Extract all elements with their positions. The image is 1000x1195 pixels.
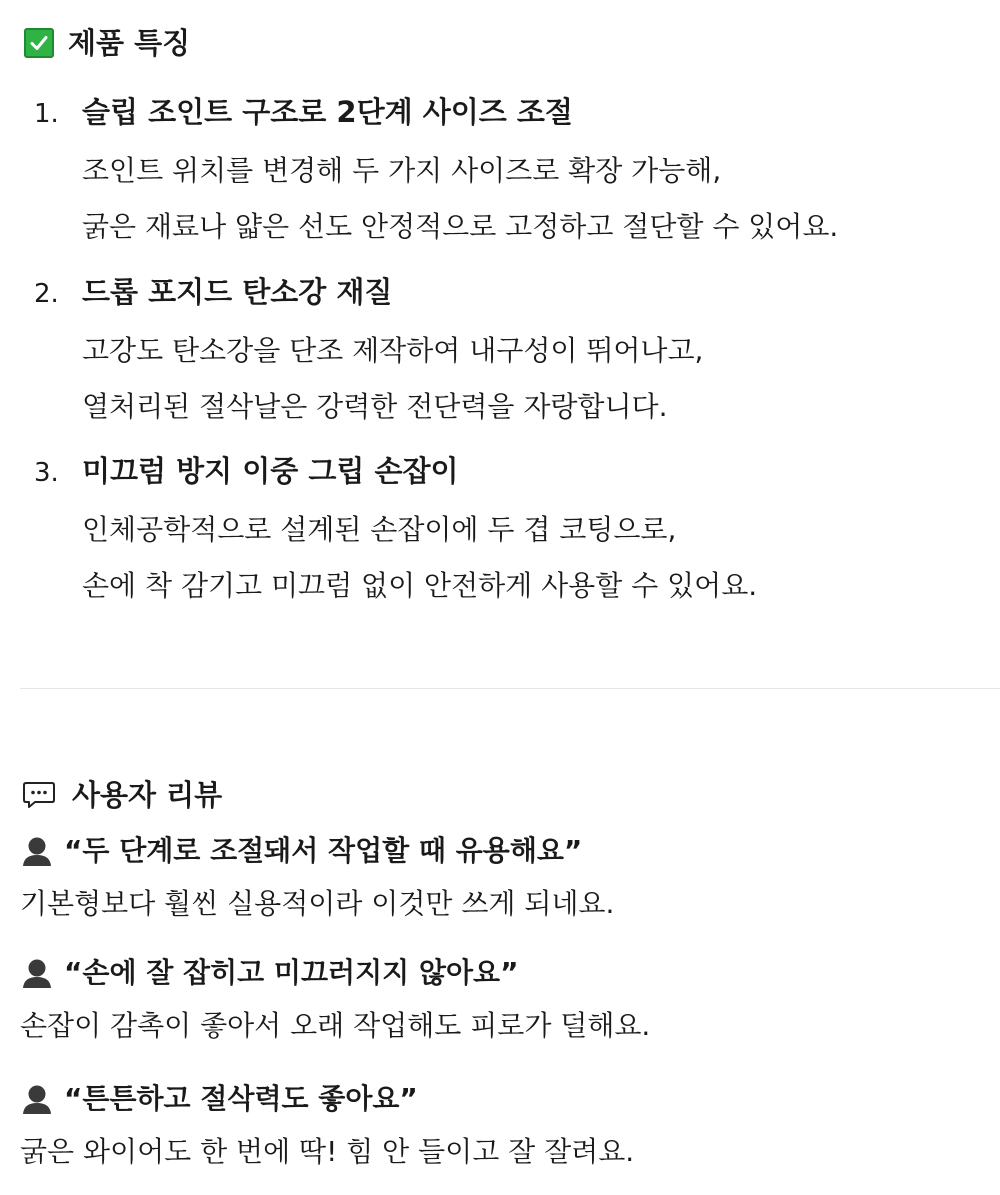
feature-description: [82, 502, 994, 614]
review-quote-row: [20, 834, 995, 868]
person-silhouette-icon: [20, 956, 54, 990]
reviews-title: 사용자 리뷰: [72, 777, 223, 812]
review-quote: “튼튼하고 절삭력도 좋아요”: [64, 1082, 418, 1115]
features-heading: [24, 25, 191, 60]
feature-title: 드롭 포지드 탄소강 재질: [82, 275, 393, 309]
feature-title: 미끄럼 방지 이중 그립 손잡이: [82, 454, 459, 488]
feature-item: [34, 275, 994, 435]
feature-title-row: [34, 95, 994, 129]
feature-description-line: 열처리된 절삭날은 강력한 전단력을 자랑합니다.: [82, 390, 668, 423]
review-quote: “두 단계로 조절돼서 작업할 때 유용해요”: [64, 834, 583, 867]
review-item: [20, 1082, 995, 1166]
feature-item: [34, 95, 994, 255]
review-quote: “손에 잘 잡히고 미끄러지지 않아요”: [64, 956, 519, 989]
review-body: 기본형보다 훨씬 실용적이라 이것만 쓰게 되네요.: [20, 887, 615, 920]
feature-description-line: 인체공학적으로 설계된 손잡이에 두 겹 코팅으로,: [82, 513, 677, 546]
person-silhouette-icon: [20, 1082, 54, 1116]
speech-bubble-icon: [22, 780, 56, 810]
feature-description-line: 손에 착 감기고 미끄럼 없이 안전하게 사용할 수 있어요.: [82, 569, 758, 602]
feature-description-line: 조인트 위치를 변경해 두 가지 사이즈로 확장 가능해,: [82, 154, 722, 187]
review-quote-row: [20, 956, 995, 990]
review-body: 손잡이 감촉이 좋아서 오래 작업해도 피로가 덜해요.: [20, 1009, 651, 1042]
feature-description: [82, 323, 994, 435]
features-title: 제품 특징: [68, 25, 191, 60]
feature-item: [34, 454, 994, 614]
review-item: [20, 834, 995, 918]
feature-description-line: 고강도 탄소강을 단조 제작하여 내구성이 뛰어나고,: [82, 334, 704, 367]
feature-description: [82, 143, 994, 255]
feature-number: 2.: [34, 279, 59, 309]
feature-description-line: 굵은 재료나 얇은 선도 안정적으로 고정하고 절단할 수 있어요.: [82, 210, 839, 243]
feature-number: 3.: [34, 458, 59, 488]
review-quote-row: [20, 1082, 995, 1116]
review-item: [20, 956, 995, 1040]
feature-title-row: [34, 275, 994, 309]
reviews-heading: [22, 777, 223, 812]
check-mark-button-icon: [24, 28, 54, 58]
person-silhouette-icon: [20, 834, 54, 868]
section-divider: [20, 688, 1000, 689]
feature-title: 슬립 조인트 구조로 2단계 사이즈 조절: [82, 95, 573, 129]
feature-number: 1.: [34, 99, 59, 129]
feature-title-row: [34, 454, 994, 488]
review-body: 굵은 와이어도 한 번에 딱! 힘 안 들이고 잘 잘려요.: [20, 1135, 635, 1168]
